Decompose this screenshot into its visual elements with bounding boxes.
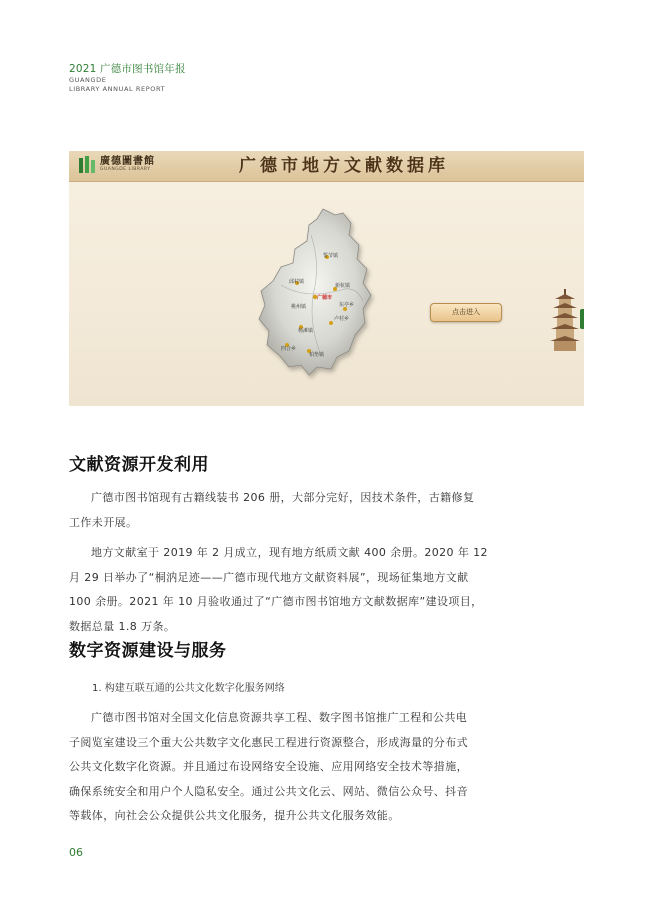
paragraph-line: 公共文化数字化资源。并且通过布设网络安全设施、应用网络安全技术等措施， <box>69 760 468 773</box>
map-label: 誓节镇 <box>323 253 339 259</box>
paragraph-line: 地方文献室于 2019 年 2 月成立，现有地方纸质文献 400 余册。2020 年 12 <box>91 546 488 559</box>
paragraph-line: 广德市图书馆现有古籍线装书 206 册，大部分完好，因技术条件，古籍修复 <box>91 491 475 504</box>
paragraph-line: 月 29 日举办了“桐汭足迹——广德市现代地方文献资料展”，现场征集地方文献 <box>69 570 469 584</box>
paragraph-line: 100 余册。2021 年 10 月验收通过了“广德市图书馆地方文献数据库”建设项目， <box>69 595 483 608</box>
map-label-city: 广德市 <box>317 295 333 301</box>
report-subtitle-line1: GUANGDE <box>69 76 107 84</box>
paragraph-line: 等载体，向社会公众提供公共文化服务，提升公共文化服务效能。 <box>69 809 400 822</box>
map-label: 杨滩镇 <box>298 328 314 334</box>
pagoda-icon <box>549 289 581 351</box>
report-subtitle-line2: LIBRARY ANNUAL REPORT <box>69 85 166 93</box>
report-title: 2021 广德市图书馆年报 <box>69 63 186 75</box>
logo-name-cn: 廣德圖書館 <box>100 156 155 167</box>
guangde-map-icon <box>251 205 381 385</box>
library-logo <box>79 156 155 173</box>
map-label: 桃州镇 <box>291 304 307 310</box>
map-label: 四合乡 <box>281 346 297 352</box>
banner-top-bar <box>69 151 584 182</box>
map-label: 新杭镇 <box>335 283 351 289</box>
report-header <box>69 63 186 94</box>
paragraph-line: 工作未开展。 <box>69 515 138 529</box>
section-heading-digital: 数字资源建设与服务 <box>69 641 227 661</box>
paragraph-line: 数据总量 1.8 万条。 <box>69 619 176 633</box>
map-label: 东亭乡 <box>339 302 355 308</box>
subsection-heading: 1. 构建互联互通的公共文化数字化服务网络 <box>92 683 285 694</box>
paragraph-line: 确保系统安全和用户个人隐私安全。通过公共文化云、网站、微信公众号、抖音 <box>69 784 468 798</box>
paragraph-local-literature <box>69 541 586 639</box>
map-label: 柏垫镇 <box>309 352 325 358</box>
library-logo-icon <box>79 156 95 173</box>
paragraph-line: 子阅览室建设三个重大公共数字文化惠民工程进行资源整合，形成海量的分布式 <box>69 735 468 749</box>
database-banner <box>69 151 584 406</box>
logo-name-en: GUANGDE LIBRARY <box>100 167 151 172</box>
map-label: 卢村乡 <box>334 316 350 322</box>
side-tab <box>580 309 584 329</box>
paragraph-digital-network <box>69 706 586 829</box>
section-heading-literature: 文献资源开发利用 <box>69 455 209 475</box>
paragraph-line: 广德市图书馆对全国文化信息资源共享工程、数字图书馆推广工程和公共电 <box>91 711 468 724</box>
banner-title: 广德市地方文献数据库 <box>239 156 449 176</box>
map-label: 邱村镇 <box>289 279 305 285</box>
page-number: 06 <box>69 846 83 859</box>
enter-database-button[interactable]: 点击进入 <box>430 303 502 322</box>
paragraph-ancient-books <box>69 486 586 535</box>
